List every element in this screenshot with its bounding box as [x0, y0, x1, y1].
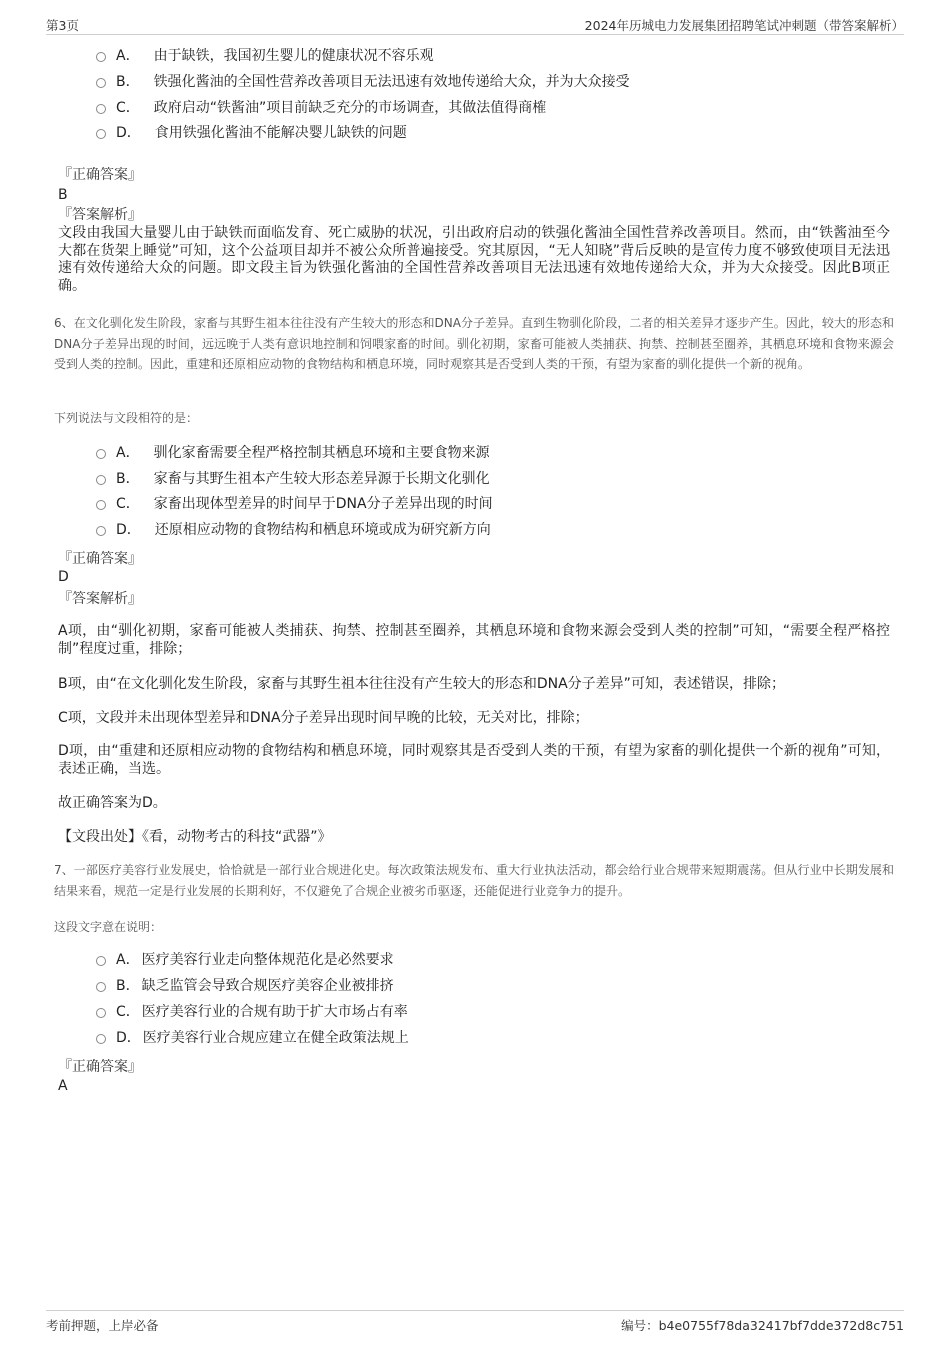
- footer-slogan: 考前押题，上岸必备: [46, 1318, 159, 1333]
- q6-analysis-c: C项，文段并未出现体型差异和DNA分子差异出现时间早晚的比较，无关对比，排除；: [58, 710, 589, 726]
- q6-question: 下列说法与文段相符的是：: [54, 411, 199, 425]
- q5-option-a[interactable]: A． 由于缺铁，我国初生婴儿的健康状况不容乐观: [96, 46, 434, 66]
- q6-answer-label: 『正确答案』: [58, 551, 142, 567]
- q6-option-d[interactable]: D． 还原相应动物的食物结构和栖息环境或成为研究新方向: [96, 520, 491, 540]
- page-header: [46, 14, 904, 35]
- radio-icon[interactable]: [96, 500, 106, 510]
- q7-answer-label: 『正确答案』: [58, 1059, 142, 1075]
- q5-option-c[interactable]: C． 政府启动“铁酱油”项目前缺乏充分的市场调查，其做法值得商榷: [96, 98, 546, 118]
- q5-answer: B: [58, 187, 68, 203]
- radio-icon[interactable]: [96, 1034, 106, 1044]
- q5-analysis-label: 『答案解析』: [58, 207, 142, 223]
- document-title: 2024年历城电力发展集团招聘笔试冲刺题（带答案解析）: [584, 18, 904, 33]
- radio-icon[interactable]: [96, 956, 106, 966]
- radio-icon[interactable]: [96, 526, 106, 536]
- radio-icon[interactable]: [96, 52, 106, 62]
- q7-answer: A: [58, 1078, 68, 1094]
- q6-option-b[interactable]: B． 家畜与其野生祖本产生较大形态差异源于长期文化驯化: [96, 469, 490, 489]
- q5-analysis: 文段由我国大量婴儿由于缺铁而面临发育、死亡威胁的状况，引出政府启动的铁强化酱油全国性营养改善项目。然而，由“铁酱油至今大都在货架上睡觉”可知，这个公益项目却并不被公众所普遍接受。究其原因，“无人知晓”背后反映的是宣传力度不够致使项目无法迅速有效传递给大众的问题。即文段主旨为铁强化酱油的全国性营养改善项目无法迅速有效地传递给大众，并为大众接受。因此B项正确。: [58, 225, 890, 294]
- q5-option-d[interactable]: D． 食用铁强化酱油不能解决婴儿缺铁的问题: [96, 123, 407, 143]
- radio-icon[interactable]: [96, 104, 106, 114]
- radio-icon[interactable]: [96, 78, 106, 88]
- radio-icon[interactable]: [96, 982, 106, 992]
- radio-icon[interactable]: [96, 475, 106, 485]
- q7-option-c[interactable]: C． 医疗美容行业的合规有助于扩大市场占有率: [96, 1002, 408, 1022]
- q6-option-c[interactable]: C． 家畜出现体型差异的时间早于DNA分子差异出现的时间: [96, 494, 493, 514]
- q6-option-a[interactable]: A． 驯化家畜需要全程严格控制其栖息环境和主要食物来源: [96, 443, 490, 463]
- q7-option-b[interactable]: B． 缺乏监管会导致合规医疗美容企业被排挤: [96, 976, 394, 996]
- q7-question: 这段文字意在说明：: [54, 920, 163, 934]
- q6-answer: D: [58, 569, 69, 585]
- q6-analysis-conclusion: 故正确答案为D。: [58, 795, 167, 811]
- q6-stem: 6、在文化驯化发生阶段，家畜与其野生祖本往往没有产生较大的形态和DNA分子差异。直到生物驯化阶段，二者的相关差异才逐步产生。因此，较大的形态和DNA分子差异出现的时间，远远晚于人类有意识地控制和饲喂家畜的时间。驯化初期，家畜可能被人类捕获、拘禁、控制甚至圈养，其栖息环境和食物来源会受到人类的控制。因此，重建和还原相应动物的食物结构和栖息环境，同时观察其是否受到人类的干预，有望为家畜的驯化提供一个新的视角。: [54, 316, 894, 371]
- q6-analysis-d: D项，由“重建和还原相应动物的食物结构和栖息环境，同时观察其是否受到人类的干预，有望为家畜的驯化提供一个新的视角”可知，表述正确，当选。: [58, 743, 890, 777]
- q7-option-a[interactable]: A． 医疗美容行业走向整体规范化是必然要求: [96, 950, 394, 970]
- document-id: 编号：b4e0755f78da32417bf7dde372d8c751: [621, 1318, 904, 1333]
- q6-analysis-a: A项，由“驯化初期，家畜可能被人类捕获、拘禁、控制甚至圈养，其栖息环境和食物来源会受到人类的控制”可知，“需要全程严格控制”程度过重，排除；: [58, 623, 890, 657]
- page-footer: [46, 1310, 904, 1335]
- q6-source: 【文段出处】《看，动物考古的科技“武器”》: [58, 829, 332, 845]
- radio-icon[interactable]: [96, 129, 106, 139]
- radio-icon[interactable]: [96, 1008, 106, 1018]
- q7-stem: 7、一部医疗美容行业发展史，恰恰就是一部行业合规进化史。每次政策法规发布、重大行业执法活动，都会给行业合规带来短期震荡。但从行业中长期发展和结果来看，规范一定是行业发展的长期利好，不仅避免了合规企业被劣币驱逐，还能促进行业竞争力的提升。: [54, 863, 894, 898]
- radio-icon[interactable]: [96, 449, 106, 459]
- q7-option-d[interactable]: D． 医疗美容行业合规应建立在健全政策法规上: [96, 1028, 409, 1048]
- q6-analysis-label: 『答案解析』: [58, 591, 142, 607]
- q5-answer-label: 『正确答案』: [58, 167, 142, 183]
- q5-option-b[interactable]: B． 铁强化酱油的全国性营养改善项目无法迅速有效地传递给大众，并为大众接受: [96, 72, 630, 92]
- page-number: 第3页: [46, 18, 79, 33]
- q6-analysis-b: B项，由“在文化驯化发生阶段，家畜与其野生祖本往往没有产生较大的形态和DNA分子差异”可知，表述错误，排除；: [58, 676, 785, 692]
